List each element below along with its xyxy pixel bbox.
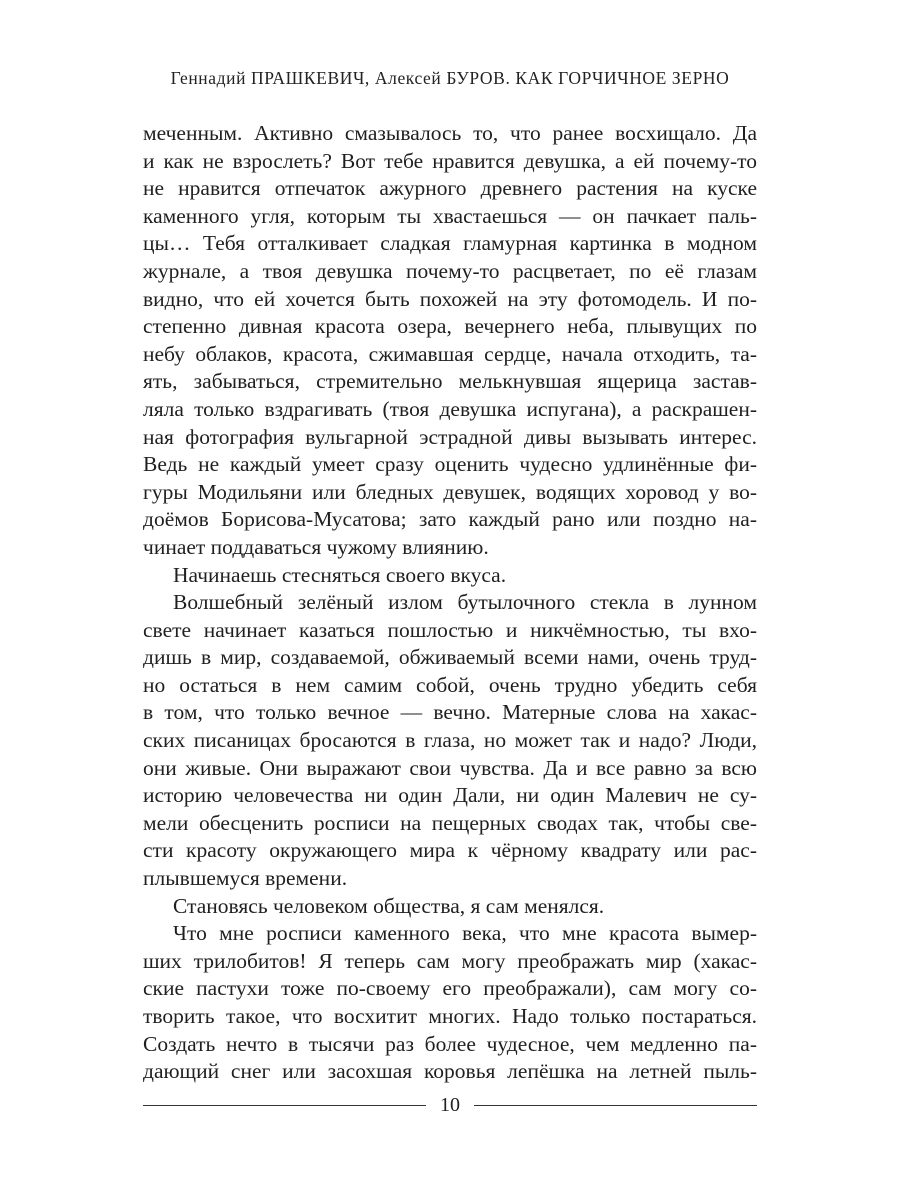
text-line: гуры Модильяни или бледных девушек, водящих хоровод у во- [143, 479, 757, 504]
text-line: доёмов Борисова-Мусатова; зато каждый рано или поздно на- [143, 507, 757, 532]
text-line: ских писаницах бросаются в глаза, но может так и надо? Люди, [143, 728, 757, 753]
text-line: меченным. Активно смазывалось то, что ранее восхищало. Да [143, 121, 757, 145]
text-line: дающий снег или засохшая коровья лепёшка на летней пыль- [143, 1059, 757, 1084]
text-line: но остаться в нем самим собой, очень трудно убедить себя [143, 672, 757, 697]
text-line: сти красоту окружающего мира к чёрному квадрату или рас- [143, 838, 757, 863]
text-line: степенно дивная красота озера, вечернего неба, плывущих по [143, 314, 757, 339]
body-text [143, 120, 757, 1086]
text-line: журнале, а твоя девушка почему-то расцветает, по её глазам [143, 258, 757, 283]
text-line: не нравится отпечаток ажурного древнего растения на куске [143, 176, 757, 201]
text-line: ная фотография вульгарной эстрадной дивы вызывать интерес. [143, 424, 757, 449]
text-line: мели обесценить росписи на пещерных сводах так, чтобы све- [143, 810, 757, 835]
footer-rule-right [474, 1105, 757, 1106]
text-line: каменного угля, которым ты хвастаешься — он пачкает паль- [143, 203, 757, 228]
text-line: ять, забываться, стремительно мелькнувшая ящерица застав- [143, 369, 757, 394]
text-line: Что мне росписи каменного века, что мне красота вымер- [173, 921, 757, 946]
text-line: цы… Тебя отталкивает сладкая гламурная картинка в модном [143, 231, 757, 256]
text-line: ские пастухи тоже по-своему его преображали), сам могу со- [143, 976, 757, 1001]
text-line: в том, что только вечное — вечно. Матерные слова на хакас- [143, 700, 757, 725]
text-line: свете начинает казаться пошлостью и никчёмностью, ты вхо- [143, 617, 757, 642]
text-line: дишь в мир, создаваемой, обживаемый всеми нами, очень труд- [143, 645, 757, 670]
text-line: ших трилобитов! Я теперь сам могу преображать мир (хакас- [143, 948, 757, 973]
text-line: ляла только вздрагивать (твоя девушка испугана), а раскрашен- [143, 396, 757, 421]
text-line: небу облаков, красота, сжимавшая сердце, начала отходить, та- [143, 341, 757, 366]
text-line: чинает поддаваться чужому влиянию. [143, 534, 489, 559]
text-line: и как не взрослеть? Вот тебе нравится девушка, а ей почему-то [143, 148, 757, 173]
text-line: творить такое, что восхитит многих. Надо только постараться. [143, 1004, 757, 1028]
text-line: Создать нечто в тысячи раз более чудесное, чем медленно па- [143, 1031, 757, 1056]
running-header: Геннадий ПРАШКЕВИЧ, Алексей БУРОВ. КАК ГОРЧИЧНОЕ ЗЕРНО [170, 68, 730, 88]
text-line: историю человечества ни один Дали, ни один Малевич не су- [143, 783, 757, 808]
text-line: видно, что ей хочется быть похожей на эту фотомодель. И по- [143, 286, 757, 311]
page-footer [143, 1092, 757, 1118]
text-line: они живые. Они выражают свои чувства. Да и все равно за всю [143, 755, 757, 780]
text-line: Становясь человеком общества, я сам менялся. [173, 893, 605, 918]
footer-rule-left [143, 1105, 426, 1106]
text-line: Ведь не каждый умеет сразу оценить чудесно удлинённые фи- [143, 452, 757, 477]
text-line: Начинаешь стесняться своего вкуса. [173, 562, 507, 587]
text-line: Волшебный зелёный излом бутылочного стекла в лунном [173, 590, 757, 615]
page-number: 10 [440, 1093, 460, 1116]
text-line: плывшемуся времени. [143, 866, 348, 891]
